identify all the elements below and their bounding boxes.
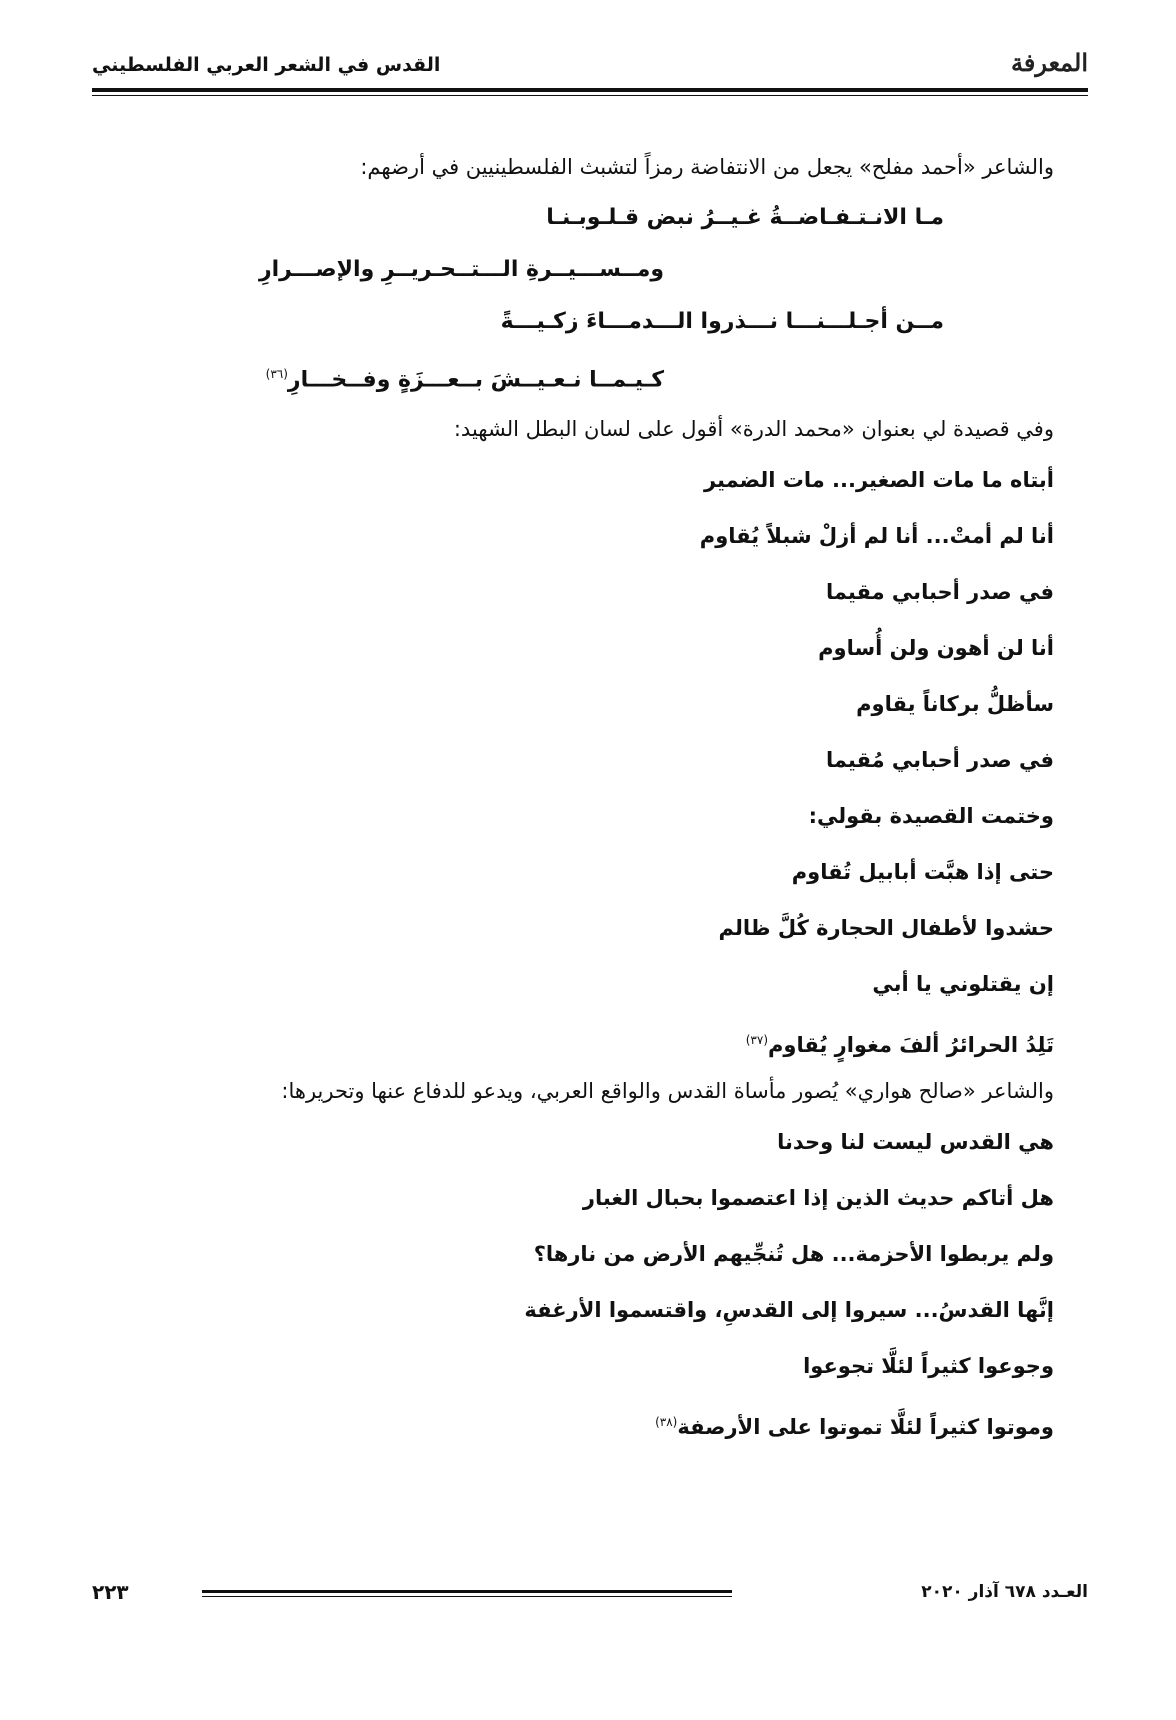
intro-paragraph-1: والشاعر «أحمد مفلح» يجعل من الانتفاضة رمزاً لتشبث الفلسطينيين في أرضهم: xyxy=(360,155,1054,179)
poem-line: أبتاه ما مات الصغير... مات الضمير xyxy=(703,468,1054,492)
verse-line: مـا الانـتـفـاضــةُ غـيــرُ نبض قـلـوبـنـا xyxy=(546,205,944,230)
poem-line: أنا لم أمتْ... أنا لم أزلْ شبلاً يُقاوم xyxy=(699,524,1054,548)
page-footer xyxy=(92,1580,1088,1610)
poem-mohammad-aldurra xyxy=(90,452,1054,1068)
poem-text: وموتوا كثيراً لئلَّا تموتوا على الأرصفة xyxy=(677,1415,1054,1439)
intro-paragraph-3: والشاعر «صالح هواري» يُصور مأساة القدس والواقع العربي، ويدعو للدفاع عنها وتحريرها: xyxy=(281,1079,1054,1103)
poem-line: وجوعوا كثيراً لئلَّا تجوعوا xyxy=(803,1354,1054,1378)
poem-line: إنَّها القدسُ... سيروا إلى القدسِ، واقتسموا الأرغفة xyxy=(524,1298,1054,1322)
footnote-ref-36: (٣٦) xyxy=(265,367,288,381)
issue-info: العـدد ٦٧٨ آذار ٢٠٢٠ xyxy=(921,1582,1088,1602)
page-header xyxy=(92,40,1088,100)
journal-logo: المعرفة xyxy=(1010,48,1088,77)
verse-text: كـيـمــا نـعـيــشَ بــعـــزَةٍ وفــخـــارِ xyxy=(287,367,664,393)
poem-text: تَلِدُ الحرائرُ ألفَ مغوارٍ يُقاوم xyxy=(768,1033,1054,1057)
poem-line: أنا لن أهون ولن أُساوم xyxy=(818,636,1054,660)
poem-line xyxy=(90,1012,1054,1068)
poem-line: هل أتاكم حديث الذين إذا اعتصموا بحبال الغبار xyxy=(582,1186,1054,1210)
footer-rule-thin xyxy=(202,1596,732,1597)
footnote-ref-38: (٣٨) xyxy=(655,1415,678,1429)
poem-line: سأظلُّ بركاناً يقاوم xyxy=(856,692,1054,716)
poem-line xyxy=(90,1394,1054,1450)
verse-line: ومــســـيــرةِ الـــتــحـريــرِ والإصـــرارِ xyxy=(258,257,664,282)
poem-line: إن يقتلوني يا أبي xyxy=(872,972,1054,996)
poem-line: حشدوا لأطفال الحجارة كُلَّ ظالم xyxy=(718,916,1054,940)
footer-rule xyxy=(202,1590,732,1593)
page-number: ٢٢٣ xyxy=(92,1580,129,1604)
verse-line: مــن أجـلـــنـــا نـــذروا الـــدمـــاءَ زكـيـــةً xyxy=(500,309,944,334)
verse-line xyxy=(90,348,1054,400)
poem-line: في صدر أحبابي مقيما xyxy=(825,580,1054,604)
header-rule xyxy=(92,88,1088,92)
poem-salih-hawari xyxy=(90,1114,1054,1450)
verse-block-mufleh xyxy=(90,192,1054,400)
poem-line: في صدر أحبابي مُقيما xyxy=(825,748,1054,772)
poem-line: وختمت القصيدة بقولي: xyxy=(808,804,1054,828)
poem-line: حتى إذا هبَّت أبابيل تُقاوم xyxy=(791,860,1054,884)
poem-line: هي القدس ليست لنا وحدنا xyxy=(777,1130,1054,1154)
running-title: القدس في الشعر العربي الفلسطيني xyxy=(92,54,441,76)
footnote-ref-37: (٣٧) xyxy=(745,1033,768,1047)
poem-line: ولم يربطوا الأحزمة... هل تُنجِّيهم الأرض من نارها؟ xyxy=(533,1242,1054,1266)
page-content xyxy=(90,148,1054,1450)
header-rule-thin xyxy=(92,95,1088,96)
intro-paragraph-2: وفي قصيدة لي بعنوان «محمد الدرة» أقول على لسان البطل الشهيد: xyxy=(453,417,1054,441)
